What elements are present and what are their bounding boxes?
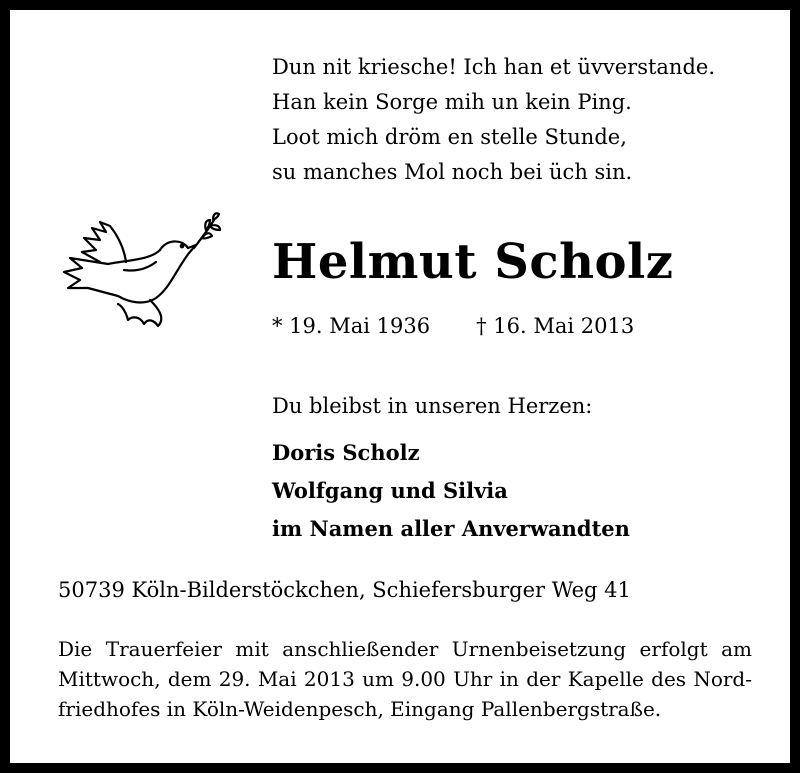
funeral-line-3: friedhofes in Köln-Weidenpesch, Eingang Pallenbergstraße.: [58, 697, 662, 721]
mourners-intro: Du bleibst in unseren Herzen:: [272, 394, 593, 418]
mourners-list: [272, 434, 630, 548]
poem-line-2: Han kein Sorge mih un kein Ping.: [272, 90, 632, 114]
birth-date: * 19. Mai 1936: [272, 314, 431, 338]
mourner-name: Wolfgang und Silvia: [272, 478, 508, 503]
poem: [272, 50, 715, 190]
deceased-name: Helmut Scholz: [272, 234, 674, 290]
funeral-info: [58, 634, 752, 724]
death-date: † 16. Mai 2013: [476, 314, 635, 338]
address: 50739 Köln-Bilderstöckchen, Schiefersburger Weg 41: [58, 578, 631, 602]
poem-line-3: Loot mich dröm en stelle Stunde,: [272, 125, 627, 149]
dove-icon: [58, 208, 228, 333]
mourner-name: Doris Scholz: [272, 440, 420, 465]
mourner-name: im Namen aller Anverwandten: [272, 516, 630, 541]
life-dates: [272, 311, 634, 341]
poem-line-1: Dun nit kriesche! Ich han et üvverstande.: [272, 55, 715, 79]
funeral-line-2: Mittwoch, dem 29. Mai 2013 um 9.00 Uhr in der Kapelle des Nord-: [58, 667, 752, 691]
poem-line-4: su manches Mol noch bei üch sin.: [272, 160, 633, 184]
funeral-line-1: Die Trauerfeier mit anschließender Urnenbeisetzung erfolgt am: [58, 637, 752, 661]
